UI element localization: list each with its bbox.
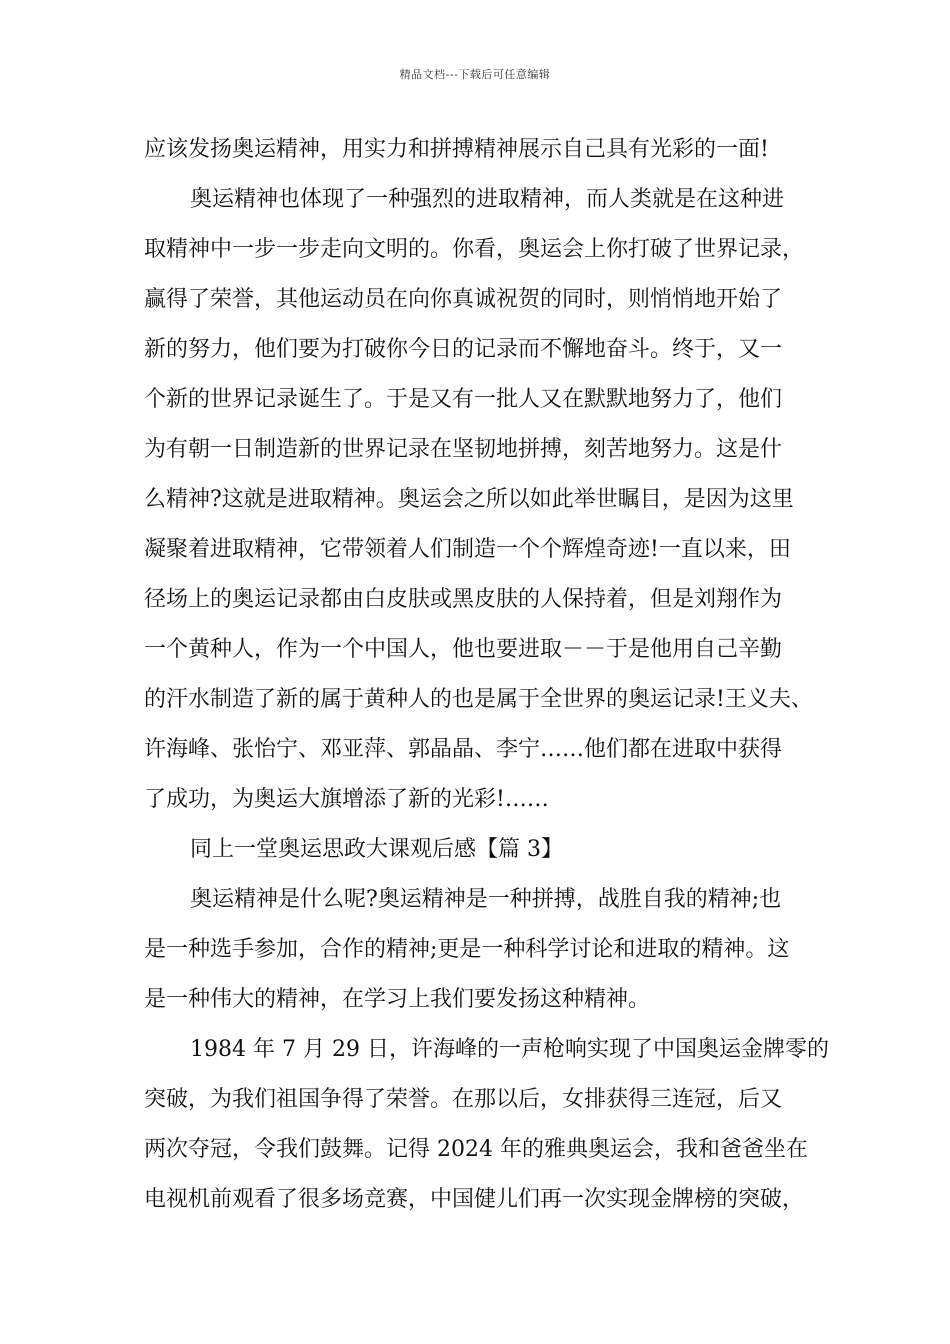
text-line: 取精神中一步一步走向文明的。你看，奥运会上你打破了世界记录， — [144, 237, 805, 262]
text-line: 么精神?这就是进取精神。奥运会之所以如此举世瞩目，是因为这里 — [144, 487, 794, 512]
paragraph-start-line: 奥运精神也体现了一种强烈的进取精神，而人类就是在这种进 — [190, 187, 785, 212]
text-line: 凝聚着进取精神，它带领着人们制造一个个辉煌奇迹!一直以来，田 — [144, 537, 791, 562]
text-line: 的汗水制造了新的属于黄种人的也是属于全世界的奥运记录!王义夫、 — [144, 687, 813, 712]
text-line: 电视机前观看了很多场竞赛，中国健儿们再一次实现金牌榜的突破， — [144, 1187, 805, 1212]
text-line: 径场上的奥运记录都由白皮肤或黑皮肤的人保持着，但是刘翔作为 — [144, 587, 783, 612]
paragraph-start-line: 奥运精神是什么呢?奥运精神是一种拼搏，战胜自我的精神;也 — [190, 887, 782, 912]
section-heading: 同上一堂奥运思政大课观后感【篇 3】 — [190, 837, 563, 862]
text-line: 应该发扬奥运精神，用实力和拼搏精神展示自己具有光彩的一面! — [144, 137, 769, 162]
text-line: 新的努力，他们要为打破你今日的记录而不懈地奋斗。终于，又一 — [144, 337, 783, 362]
paragraph-start-line: 1984 年 7 月 29 日，许海峰的一声枪响实现了中国奥运金牌零的 — [190, 1037, 829, 1062]
text-line: 是一种伟大的精神，在学习上我们要发扬这种精神。 — [144, 987, 651, 1012]
page-header: 精品文档---下载后可任意编辑 — [399, 68, 551, 81]
text-line: 了成功，为奥运大旗增添了新的光彩!…… — [144, 787, 549, 812]
text-line: 两次夺冠，令我们鼓舞。记得 2024 年的雅典奥运会，我和爸爸坐在 — [144, 1137, 808, 1162]
body-text — [144, 128, 828, 1228]
text-line: 个新的世界记录诞生了。于是又有一批人又在默默地努力了，他们 — [144, 387, 783, 412]
text-line: 为有朝一日制造新的世界记录在坚韧地拼搏，刻苦地努力。这是什 — [144, 437, 783, 462]
text-line: 许海峰、张怡宁、邓亚萍、郭晶晶、李宁……他们都在进取中获得 — [144, 737, 783, 762]
text-line: 一个黄种人，作为一个中国人，他也要进取－－于是他用自己辛勤 — [144, 637, 783, 662]
text-line: 突破，为我们祖国争得了荣誉。在那以后，女排获得三连冠，后又 — [144, 1087, 783, 1112]
text-line: 是一种选手参加，合作的精神;更是一种科学讨论和进取的精神。这 — [144, 937, 790, 962]
text-line: 赢得了荣誉，其他运动员在向你真诚祝贺的同时，则悄悄地开始了 — [144, 287, 783, 312]
